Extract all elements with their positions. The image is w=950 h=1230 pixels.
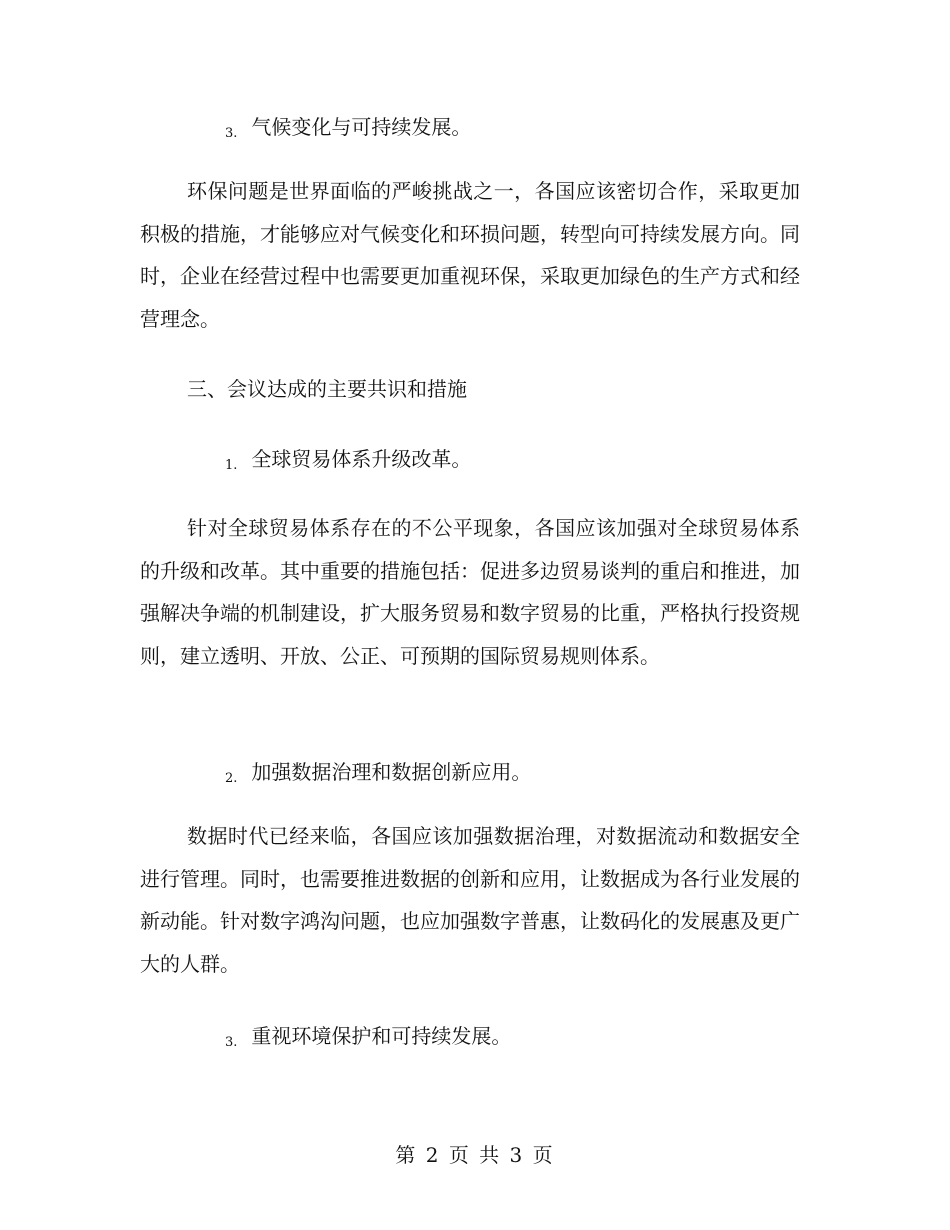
paragraph-environment: 环保问题是世界面临的严峻挑战之一，各国应该密切合作，采取更加积极的措施，才能够应对气候变化和环损问题，转型向可持续发展方向。同时，企业在经营过程中也需要更加重视环保，采取更加绿色的生产方式和经营理念。 <box>140 179 800 331</box>
paragraph-trade: 针对全球贸易体系存在的不公平现象，各国应该加强对全球贸易体系的升级和改革。其中重要的措施包括：促进多边贸易谈判的重启和推进，加强解决争端的机制建设，扩大服务贸易和数字贸易的比重，严格执行投资规则，建立透明、开放、公正、可预期的国际贸易规则体系。 <box>140 516 800 668</box>
item-heading-data <box>225 757 531 791</box>
item-number: 3. <box>225 126 238 141</box>
item-title: 气候变化与可持续发展。 <box>251 115 472 139</box>
item-number: 3. <box>225 1035 238 1050</box>
item-heading-climate <box>225 112 471 146</box>
item-title: 重视环境保护和可持续发展。 <box>251 1024 512 1048</box>
item-number: 1. <box>225 458 238 473</box>
item-title: 全球贸易体系升级改革。 <box>251 447 472 471</box>
item-heading-sustainability <box>225 1021 511 1055</box>
item-heading-trade <box>225 444 471 478</box>
item-number: 2. <box>225 771 238 786</box>
page-footer: 第 2 页 共 3 页 <box>395 1143 555 1167</box>
paragraph-data: 数据时代已经来临，各国应该加强数据治理，对数据流动和数据安全进行管理。同时，也需要推进数据的创新和应用，让数据成为各行业发展的新动能。针对数字鸿沟问题，也应加强数字普惠，让数码化的发展惠及更广大的人群。 <box>140 824 800 976</box>
item-title: 加强数据治理和数据创新应用。 <box>251 760 532 784</box>
section-heading-consensus: 三、会议达成的主要共识和措施 <box>187 377 467 401</box>
